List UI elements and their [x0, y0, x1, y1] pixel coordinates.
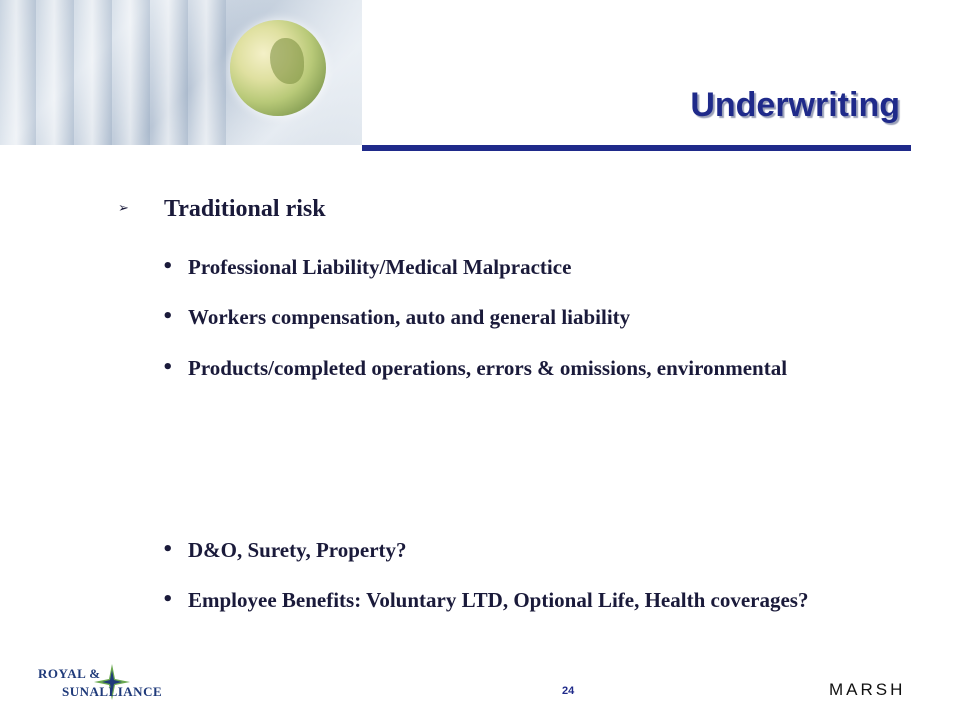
header-banner — [0, 0, 362, 145]
dot-bullet-icon: • — [162, 306, 174, 327]
bullet-item — [162, 255, 882, 279]
page-number: 24 — [562, 685, 575, 697]
globe-icon — [230, 20, 326, 116]
bullet-item — [162, 356, 802, 380]
banner-stripe — [114, 0, 150, 145]
logo-line-2: SUNALLIANCE — [62, 684, 163, 699]
banner-stripe — [38, 0, 74, 145]
arrow-bullet-icon: ➢ — [118, 201, 129, 216]
banner-stripe — [76, 0, 112, 145]
heading-traditional-risk — [118, 196, 326, 223]
royal-sunalliance-logo — [38, 662, 198, 702]
slide-title: Underwriting — [690, 86, 900, 124]
bullet-text: Products/completed operations, errors & omissions, environmental — [188, 356, 788, 380]
banner-stripe — [0, 0, 36, 145]
bullet-text: D&O, Surety, Property? — [188, 538, 407, 562]
dot-bullet-icon: • — [162, 539, 174, 560]
banner-stripe — [190, 0, 226, 145]
bullet-text: Workers compensation, auto and general liability — [188, 305, 631, 329]
dot-bullet-icon: • — [162, 589, 174, 610]
marsh-logo: MARSH — [829, 680, 906, 699]
bullet-item — [162, 588, 882, 612]
bullet-item — [162, 305, 882, 329]
dot-bullet-icon: • — [162, 357, 174, 378]
bullet-item — [162, 538, 882, 562]
dot-bullet-icon: • — [162, 256, 174, 277]
heading-text: Traditional risk — [164, 196, 326, 222]
bullet-text: Employee Benefits: Voluntary LTD, Optional Life, Health coverages? — [188, 588, 809, 612]
logo-line-1: ROYAL & — [38, 666, 101, 681]
banner-stripe — [152, 0, 188, 145]
bullet-text: Professional Liability/Medical Malpractice — [188, 255, 572, 279]
title-underline — [362, 145, 911, 151]
